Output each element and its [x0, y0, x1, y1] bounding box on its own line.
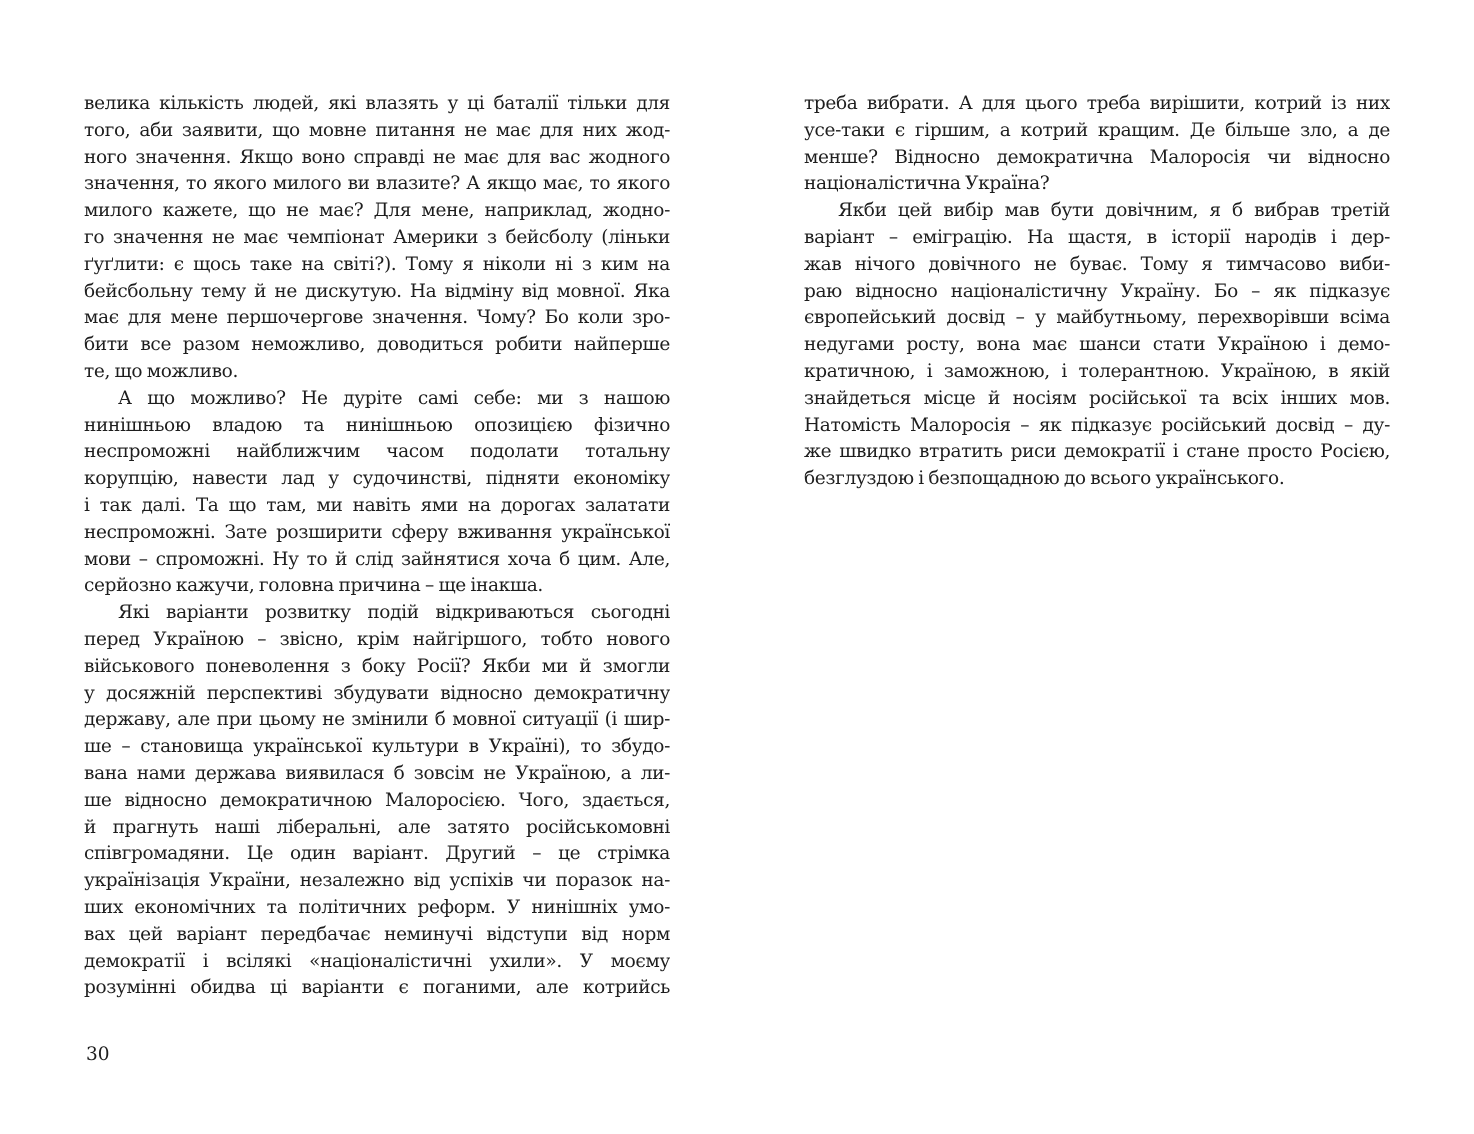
- text-line: державу, але при цьому не змінили б мовної ситуації (і шир-: [84, 709, 670, 731]
- text-line: знайдеться місце й носіям російської та всіх інших мов.: [804, 387, 1390, 409]
- text-line: Натомість Малоросія – як підказує російський досвід – ду-: [804, 414, 1390, 436]
- text-line: жав нічого довічного не буває. Тому я тимчасово виби-: [804, 253, 1390, 275]
- text-line: ше відносно демократичною Малоросією. Чого, здається,: [84, 789, 670, 811]
- text-line: перед Україною – звісно, крім найгіршого, тобто нового: [84, 628, 670, 650]
- text-line: націоналістична Україна?: [804, 173, 1050, 195]
- text-line: Якби цей вибір мав бути довічним, я б вибрав третій: [838, 200, 1390, 222]
- text-line: менше? Відносно демократична Малоросія чи відносно: [804, 146, 1390, 168]
- text-line: нинішньою владою та нинішньою опозицією фізично: [84, 414, 670, 436]
- text-line: бейсбольну тему й не дискутую. На відміну від мовної. Яка: [84, 280, 670, 302]
- text-line: українізація України, незалежно від успіхів чи поразок на-: [84, 870, 670, 892]
- text-line: корупцію, навести лад у судочинстві, підняти економіку: [84, 468, 670, 490]
- text-line: того, аби заявити, що мовне питання не має для них жод-: [84, 119, 670, 141]
- text-line: треба вибрати. А для цього треба вирішити, котрий із них: [804, 93, 1390, 114]
- text-line: розумінні обидва ці варіанти є поганими, але котрийсь: [84, 977, 670, 999]
- left-page-text: [84, 91, 670, 1002]
- text-line: серйозно кажучи, головна причина – ще інакша.: [84, 575, 543, 597]
- text-line: значення, то якого милого ви влазите? А якщо має, то якого: [84, 173, 670, 195]
- text-line: і так далі. Та що там, ми навіть ями на дорогах залатати: [84, 494, 670, 516]
- text-line: безглуздою і безпощадною до всього українського.: [804, 468, 1285, 490]
- text-line: раю відносно націоналістичну Україну. Бо – як підказує: [804, 280, 1390, 302]
- text-line: ших економічних та політичних реформ. У нинішніх умо-: [84, 896, 670, 918]
- text-line: мови – спроможні. Ну то й слід зайнятися хоча б цим. Але,: [84, 548, 670, 570]
- text-line: кратичною, і заможною, і толерантною. Україною, в якій: [804, 360, 1390, 382]
- text-line: милого кажете, що не має? Для мене, наприклад, жодно-: [84, 200, 670, 222]
- text-line: ного значення. Якщо воно справді не має для вас жодного: [84, 146, 670, 168]
- text-line: ше – становища української культури в Україні), то збудо-: [84, 736, 670, 758]
- text-line: неспроможні найближчим часом подолати тотальну: [84, 441, 670, 463]
- text-line: демократії і всілякі «націоналістичні ухили». У моєму: [84, 950, 670, 972]
- right-page-text: [804, 91, 1390, 493]
- text-line: усе-таки є гіршим, а котрий кращим. Де більше зло, а де: [804, 119, 1390, 141]
- text-line: й прагнуть наші ліберальні, але затято російськомовні: [84, 816, 670, 838]
- text-line: має для мене першочергове значення. Чому? Бо коли зро-: [84, 307, 670, 329]
- text-line: неспроможні. Зате розширити сферу вживання української: [84, 521, 670, 543]
- text-line: же швидко втратить риси демократії і стане просто Росією,: [804, 441, 1390, 463]
- text-line: те, що можливо.: [84, 360, 238, 382]
- text-line: бити все разом неможливо, доводиться робити найперше: [84, 334, 670, 356]
- text-line: у досяжній перспективі збудувати відносно демократичну: [84, 682, 670, 704]
- text-line: вана нами держава виявилася б зовсім не Україною, а ли-: [84, 762, 670, 784]
- text-line: ґуґлити: є щось таке на світі?). Тому я ніколи ні з ким на: [84, 253, 670, 275]
- text-line: го значення не має чемпіонат Америки з бейсболу (ліньки: [84, 226, 670, 248]
- text-line: А що можливо? Не дуріте самі себе: ми з нашою: [118, 387, 670, 409]
- text-line: європейський досвід – у майбутньому, перехворівши всіма: [804, 307, 1390, 329]
- page-number: 30: [86, 1044, 110, 1065]
- text-line: велика кількість людей, які влазять у ці баталії тільки для: [84, 93, 670, 114]
- text-line: Які варіанти розвитку подій відкриваються сьогодні: [118, 602, 670, 624]
- text-line: недугами росту, вона має шанси стати Україною і демо-: [804, 334, 1390, 356]
- text-line: військового поневолення з боку Росії? Якби ми й змогли: [84, 655, 670, 677]
- text-line: варіант – еміграцію. На щастя, в історії народів і дер-: [804, 226, 1390, 248]
- text-line: співгромадяни. Це один варіант. Другий – це стрімка: [84, 843, 670, 865]
- text-line: вах цей варіант передбачає неминучі відступи від норм: [84, 923, 670, 945]
